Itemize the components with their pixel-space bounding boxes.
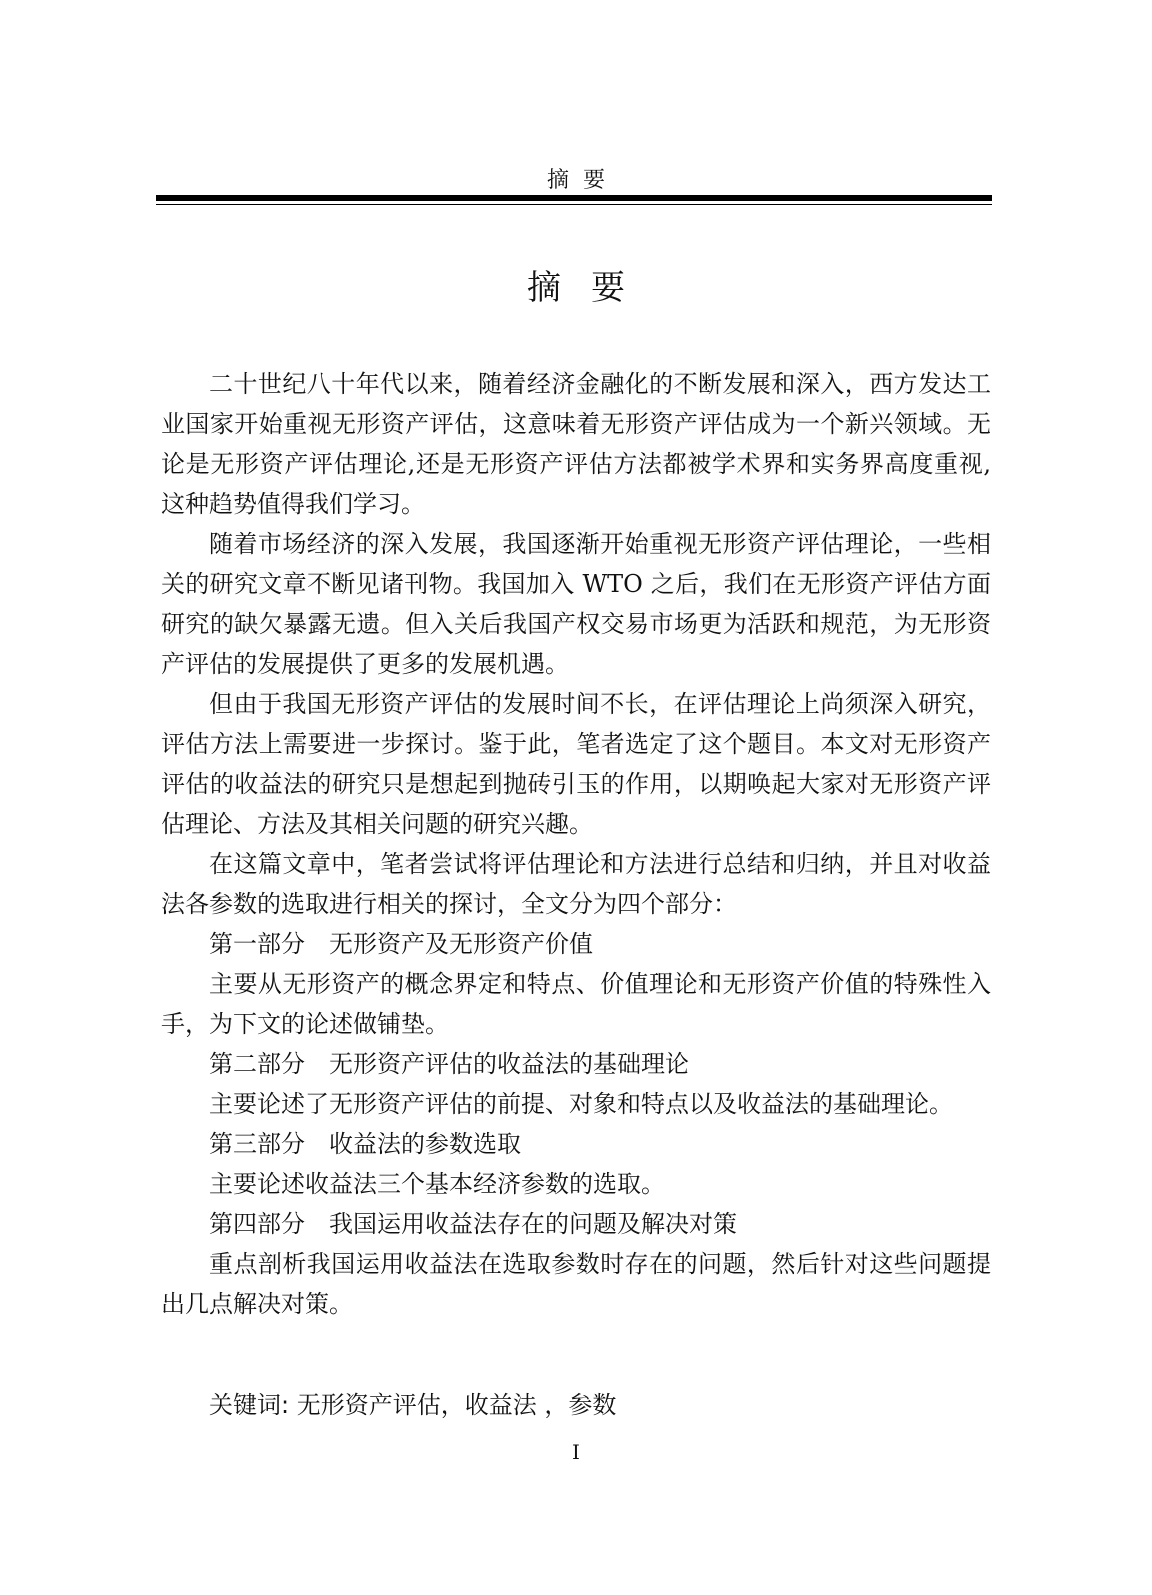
keywords-text: 无形资产评估，收益法 ，参数	[296, 1391, 617, 1419]
keywords-line	[209, 1385, 616, 1425]
paragraph: 在这篇文章中，笔者尝试将评估理论和方法进行总结和归纳，并且对收益法各参数的选取进行相关的探讨，全文分为四个部分：	[161, 850, 991, 918]
section-heading-1: 第一部分 无形资产及无形资产价值	[209, 930, 593, 958]
section-summary-2: 主要论述了无形资产评估的前提、对象和特点以及收益法的基础理论。	[209, 1090, 953, 1118]
section-heading-2: 第二部分 无形资产评估的收益法的基础理论	[209, 1050, 689, 1078]
paragraph: 但由于我国无形资产评估的发展时间不长，在评估理论上尚须深入研究，评估方法上需要进一步探讨。鉴于此，笔者选定了这个题目。本文对无形资产评估的收益法的研究只是想起到抛砖引玉的作用，以期唤起大家对无形资产评估理论、方法及其相关问题的研究兴趣。	[161, 690, 991, 838]
page-title: 摘要	[527, 268, 655, 308]
paragraph: 二十世纪八十年代以来，随着经济金融化的不断发展和深入，西方发达工业国家开始重视无形资产评估，这意味着无形资产评估成为一个新兴领域。无论是无形资产评估理论,还是无形资产评估方法都被学术界和实务界高度重视,这种趋势值得我们学习。	[161, 370, 991, 518]
page-number: I	[572, 1440, 580, 1464]
paragraph: 随着市场经济的深入发展，我国逐渐开始重视无形资产评估理论，一些相关的研究文章不断见诸刊物。我国加入 WTO 之后，我们在无形资产评估方面研究的缺欠暴露无遗。但入关后我国产权交易市场更为活跃和规范，为无形资产评估的发展提供了更多的发展机遇。	[161, 530, 991, 678]
section-summary-4: 重点剖析我国运用收益法在选取参数时存在的问题，然后针对这些问题提出几点解决对策。	[161, 1250, 991, 1318]
section-heading-4: 第四部分 我国运用收益法存在的问题及解决对策	[209, 1210, 737, 1238]
abstract-body	[161, 364, 991, 1324]
running-header: 摘要	[546, 168, 619, 193]
header-rule-thin	[156, 204, 992, 205]
section-heading-3: 第三部分 收益法的参数选取	[209, 1130, 521, 1158]
section-summary-1: 主要从无形资产的概念界定和特点、价值理论和无形资产价值的特殊性入手，为下文的论述做铺垫。	[161, 970, 991, 1038]
keywords-label: 关键词:	[209, 1391, 290, 1419]
header-rule-thick	[156, 195, 992, 201]
section-summary-3: 主要论述收益法三个基本经济参数的选取。	[209, 1170, 665, 1198]
